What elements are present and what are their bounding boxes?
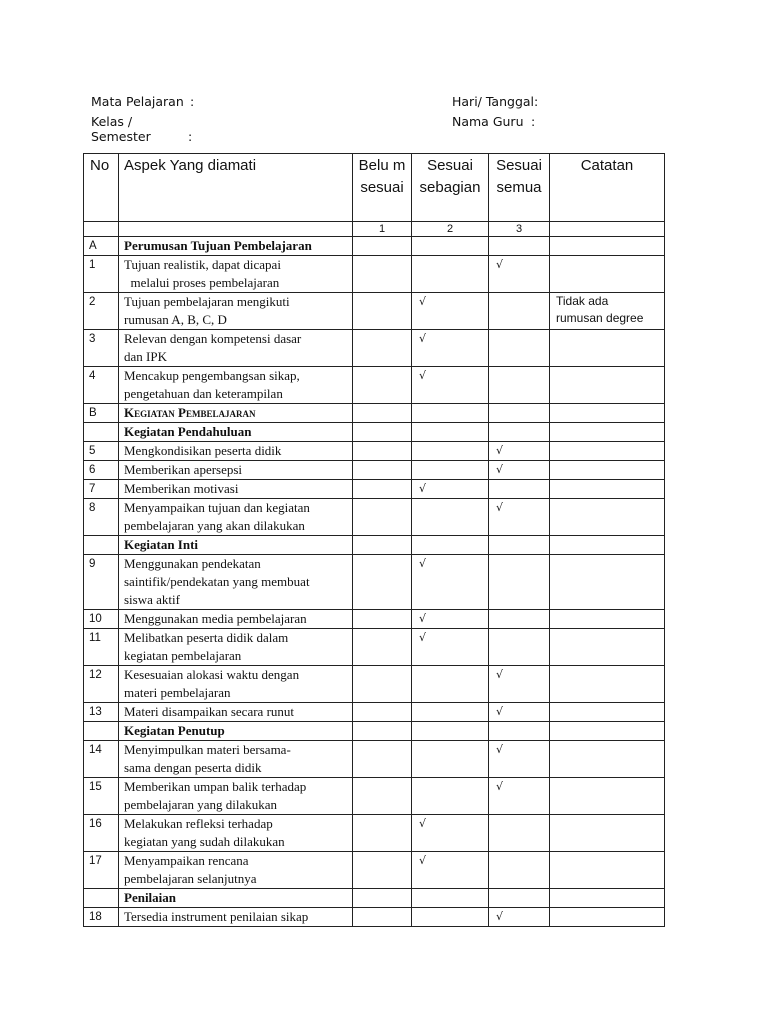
row-number: 9 [84,555,119,610]
column-header-no: No [84,154,119,222]
score-number: 2 [412,222,489,237]
aspect-text: Memberikan apersepsi [119,461,353,480]
check-mark: √ [412,293,489,330]
note-cell [550,461,665,480]
aspect-text: Memberikan umpan balik terhadap pembelajaran yang dilakukan [119,778,353,815]
observation-table [83,153,665,927]
score-cell [353,499,412,536]
table-row [84,423,665,442]
empty-cell [550,222,665,237]
score-cell [412,404,489,423]
aspect-text: Melibatkan peserta didik dalam kegiatan pembelajaran [119,629,353,666]
table-row [84,536,665,555]
score-cell [353,404,412,423]
table-row [84,703,665,722]
row-number: A [84,237,119,256]
score-cell [412,722,489,741]
score-cell [353,722,412,741]
aspect-text: Mencakup pengembangsan sikap, pengetahuan dan keterampilan [119,367,353,404]
check-mark: √ [489,442,550,461]
note-cell [550,815,665,852]
aspect-text: Perumusan Tujuan Pembelajaran [119,237,353,256]
aspect-text: Tujuan pembelajaran mengikuti rumusan A, B, C, D [119,293,353,330]
score-cell [353,423,412,442]
check-mark: √ [412,629,489,666]
aspect-text: Tersedia instrument penilaian sikap [119,908,353,927]
aspect-text: Memberikan motivasi [119,480,353,499]
score-cell [353,555,412,610]
score-cell [353,629,412,666]
row-number: 4 [84,367,119,404]
check-mark: √ [412,330,489,367]
score-cell [412,666,489,703]
note-cell [550,889,665,908]
score-cell [489,536,550,555]
table-row [84,815,665,852]
table-row [84,480,665,499]
check-mark: √ [489,703,550,722]
row-number [84,536,119,555]
table-row [84,852,665,889]
empty-cell [119,222,353,237]
note-cell [550,330,665,367]
table-header-row [84,154,665,222]
note-cell [550,404,665,423]
table-body [84,237,665,927]
note-cell [550,666,665,703]
note-cell [550,237,665,256]
check-mark: √ [412,610,489,629]
table-row [84,889,665,908]
table-row [84,293,665,330]
note-cell [550,778,665,815]
aspect-text: Kegiatan Penutup [119,722,353,741]
note-cell [550,741,665,778]
score-cell [489,237,550,256]
check-mark: √ [489,666,550,703]
column-header-sesuai-sebagian: Sesuai sebagian [412,154,489,222]
score-cell [489,610,550,629]
score-cell [412,703,489,722]
note-cell [550,610,665,629]
colon: : [190,94,195,109]
table-row [84,256,665,293]
score-cell [353,852,412,889]
empty-cell [84,222,119,237]
note-cell [550,256,665,293]
score-cell [489,367,550,404]
score-cell [412,499,489,536]
score-cell [412,423,489,442]
note-cell [550,629,665,666]
score-cell [353,703,412,722]
aspect-text: Menggunakan pendekatan saintifik/pendekatan yang membuat siswa aktif [119,555,353,610]
note-cell [550,852,665,889]
aspect-text: Tujuan realistik, dapat dicapai melalui proses pembelajaran [119,256,353,293]
score-cell [412,536,489,555]
row-number: 7 [84,480,119,499]
check-mark: √ [412,480,489,499]
colon: : [534,94,539,109]
kelas-semester-label: Kelas / Semester [91,114,151,144]
nama-guru-label: Nama Guru [452,114,524,129]
nama-guru-field [452,114,535,129]
table-row [84,610,665,629]
note-cell [550,480,665,499]
table-row [84,722,665,741]
row-number: 3 [84,330,119,367]
table-row [84,367,665,404]
aspect-text: Menyampaikan tujuan dan kegiatan pembelajaran yang akan dilakukan [119,499,353,536]
note-cell [550,367,665,404]
note-cell [550,555,665,610]
note-cell [550,442,665,461]
score-cell [412,237,489,256]
check-mark: √ [489,778,550,815]
column-header-catatan: Catatan [550,154,665,222]
score-cell [489,423,550,442]
column-header-sesuai-semua: Sesuai semua [489,154,550,222]
table-row [84,461,665,480]
check-mark: √ [489,499,550,536]
row-number: 2 [84,293,119,330]
table-row [84,404,665,423]
check-mark: √ [489,908,550,927]
note-cell [550,423,665,442]
kelas-semester-field [91,114,192,144]
colon: : [188,129,193,144]
score-cell [489,889,550,908]
table-row [84,442,665,461]
score-cell [489,722,550,741]
score-cell [412,889,489,908]
mata-pelajaran-label: Mata Pelajaran [91,94,184,109]
score-cell [412,908,489,927]
aspect-text: Menyampaikan rencana pembelajaran selanjutnya [119,852,353,889]
note-cell [550,703,665,722]
score-cell [489,815,550,852]
aspect-text: Relevan dengan kompetensi dasar dan IPK [119,330,353,367]
row-number [84,722,119,741]
row-number: 13 [84,703,119,722]
score-number: 1 [353,222,412,237]
check-mark: √ [489,741,550,778]
table-row [84,741,665,778]
score-cell [489,404,550,423]
score-number-row [84,222,665,237]
table-row [84,908,665,927]
table-row [84,499,665,536]
score-cell [412,256,489,293]
aspect-text: Penilaian [119,889,353,908]
aspect-text: Kesesuaian alokasi waktu dengan materi pembelajaran [119,666,353,703]
row-number: 17 [84,852,119,889]
row-number: 10 [84,610,119,629]
score-cell [412,442,489,461]
aspect-text: Menggunakan media pembelajaran [119,610,353,629]
row-number: 8 [84,499,119,536]
score-cell [489,480,550,499]
note-cell [550,499,665,536]
score-cell [353,367,412,404]
score-cell [353,889,412,908]
row-number: 5 [84,442,119,461]
aspect-text: Melakukan refleksi terhadap kegiatan yang sudah dilakukan [119,815,353,852]
score-cell [353,666,412,703]
score-cell [353,256,412,293]
score-cell [412,461,489,480]
row-number: B [84,404,119,423]
score-cell [353,330,412,367]
column-header-belum-sesuai: Belu m sesuai [353,154,412,222]
check-mark: √ [489,461,550,480]
table-row [84,778,665,815]
table-row [84,555,665,610]
score-cell [353,778,412,815]
aspect-text: Kegiatan Pendahuluan [119,423,353,442]
score-cell [412,741,489,778]
row-number: 16 [84,815,119,852]
check-mark: √ [489,256,550,293]
check-mark: √ [412,555,489,610]
check-mark: √ [412,815,489,852]
note-cell: Tidak ada rumusan degree [550,293,665,330]
mata-pelajaran-field [91,94,194,109]
check-mark: √ [412,852,489,889]
check-mark: √ [412,367,489,404]
aspect-text: Kegiatan Inti [119,536,353,555]
aspect-text: Materi disampaikan secara runut [119,703,353,722]
score-cell [353,536,412,555]
note-cell [550,722,665,741]
score-cell [353,461,412,480]
table-row [84,237,665,256]
row-number: 6 [84,461,119,480]
score-cell [489,330,550,367]
score-cell [489,629,550,666]
aspect-text: Mengkondisikan peserta didik [119,442,353,461]
row-number: 14 [84,741,119,778]
row-number: 12 [84,666,119,703]
table-row [84,629,665,666]
score-cell [353,480,412,499]
aspect-text: Menyimpulkan materi bersama- sama dengan peserta didik [119,741,353,778]
column-header-aspek: Aspek Yang diamati [119,154,353,222]
score-cell [489,555,550,610]
note-cell [550,908,665,927]
aspect-text: Kegiatan Pembelajaran [119,404,353,423]
score-cell [353,815,412,852]
score-cell [353,741,412,778]
row-number [84,423,119,442]
score-cell [353,442,412,461]
colon: : [531,114,536,129]
table-row [84,666,665,703]
score-cell [353,610,412,629]
note-cell [550,536,665,555]
score-cell [353,908,412,927]
score-cell [353,293,412,330]
hari-tanggal-field [452,94,538,109]
score-cell [489,852,550,889]
score-number: 3 [489,222,550,237]
score-cell [489,293,550,330]
hari-tanggal-label: Hari/ Tanggal [452,94,535,109]
row-number: 18 [84,908,119,927]
row-number: 11 [84,629,119,666]
row-number: 15 [84,778,119,815]
row-number: 1 [84,256,119,293]
score-cell [412,778,489,815]
score-cell [353,237,412,256]
row-number [84,889,119,908]
table-row [84,330,665,367]
